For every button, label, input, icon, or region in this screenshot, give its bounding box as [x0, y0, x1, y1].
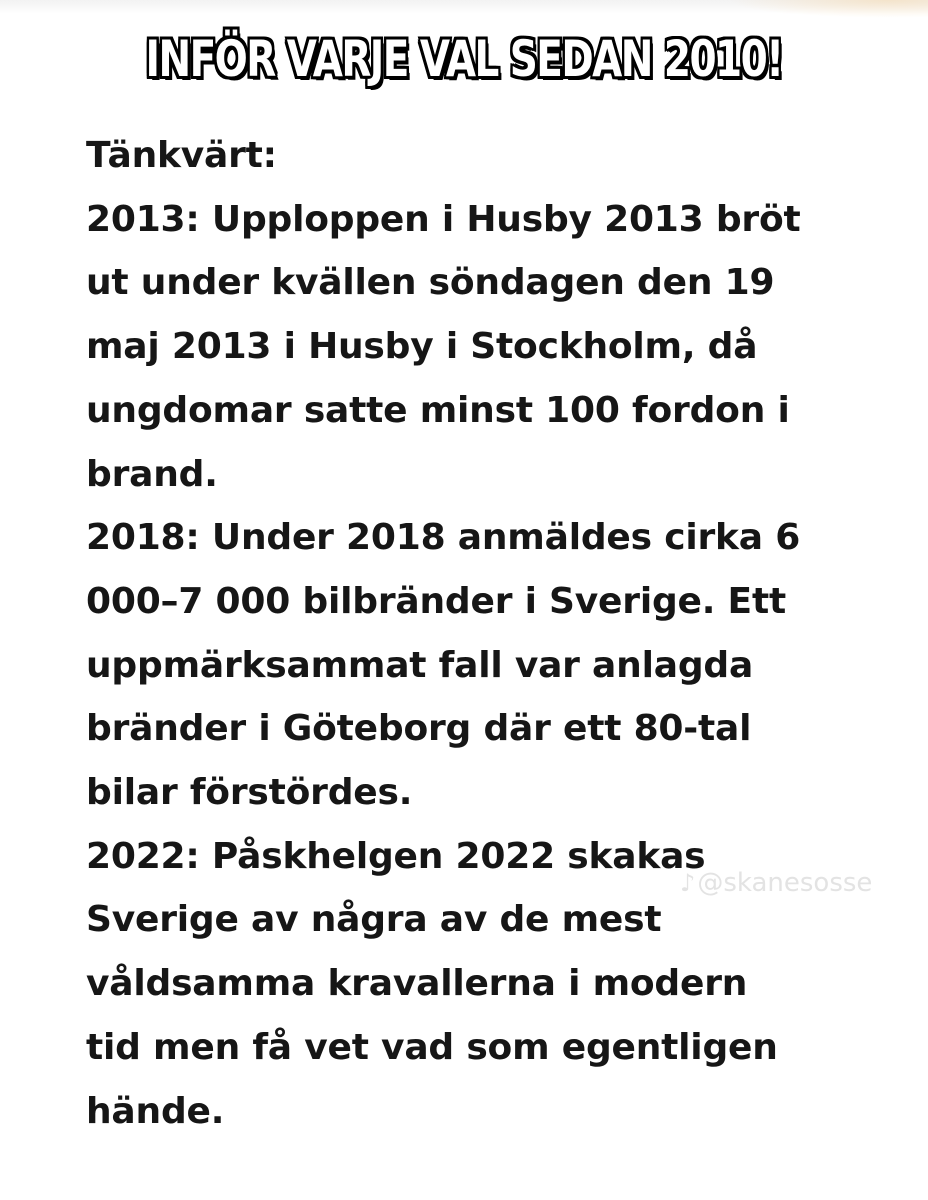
headline: INFÖR VARJE VAL SEDAN 2010!: [145, 30, 783, 88]
text-line: 2022: Påskhelgen 2022 skakas: [86, 835, 706, 877]
text-line: 000–7 000 bilbränder i Sverige. Ett: [86, 580, 786, 622]
text-line: ungdomar satte minst 100 fordon i: [86, 389, 790, 431]
text-line: bilar förstördes.: [86, 772, 413, 814]
text-line: bränder i Göteborg där ett 80-tal: [86, 708, 752, 750]
watermark-handle: @skanesosse: [697, 868, 873, 898]
top-corner-glow: [728, 0, 928, 18]
text-line: 2013: Upploppen i Husby 2013 bröt: [86, 198, 801, 240]
text-line: uppmärksammat fall var anlagda: [86, 644, 754, 686]
text-line: Tänkvärt:: [86, 135, 277, 176]
text-line: våldsamma kravallerna i modern: [86, 963, 748, 1005]
text-line: maj 2013 i Husby i Stockholm, då: [86, 326, 758, 368]
text-line: hände.: [86, 1090, 225, 1132]
text-line: brand.: [86, 453, 218, 495]
watermark: [680, 868, 872, 898]
text-line: 2018: Under 2018 anmäldes cirka 6: [86, 517, 801, 559]
text-line: tid men få vet vad som egentligen: [86, 1026, 778, 1068]
text-line: Sverige av några av de mest: [86, 899, 662, 941]
body-text: [86, 124, 886, 1143]
tiktok-icon: ♪: [680, 869, 696, 897]
text-line: ut under kvällen söndagen den 19: [86, 262, 775, 304]
